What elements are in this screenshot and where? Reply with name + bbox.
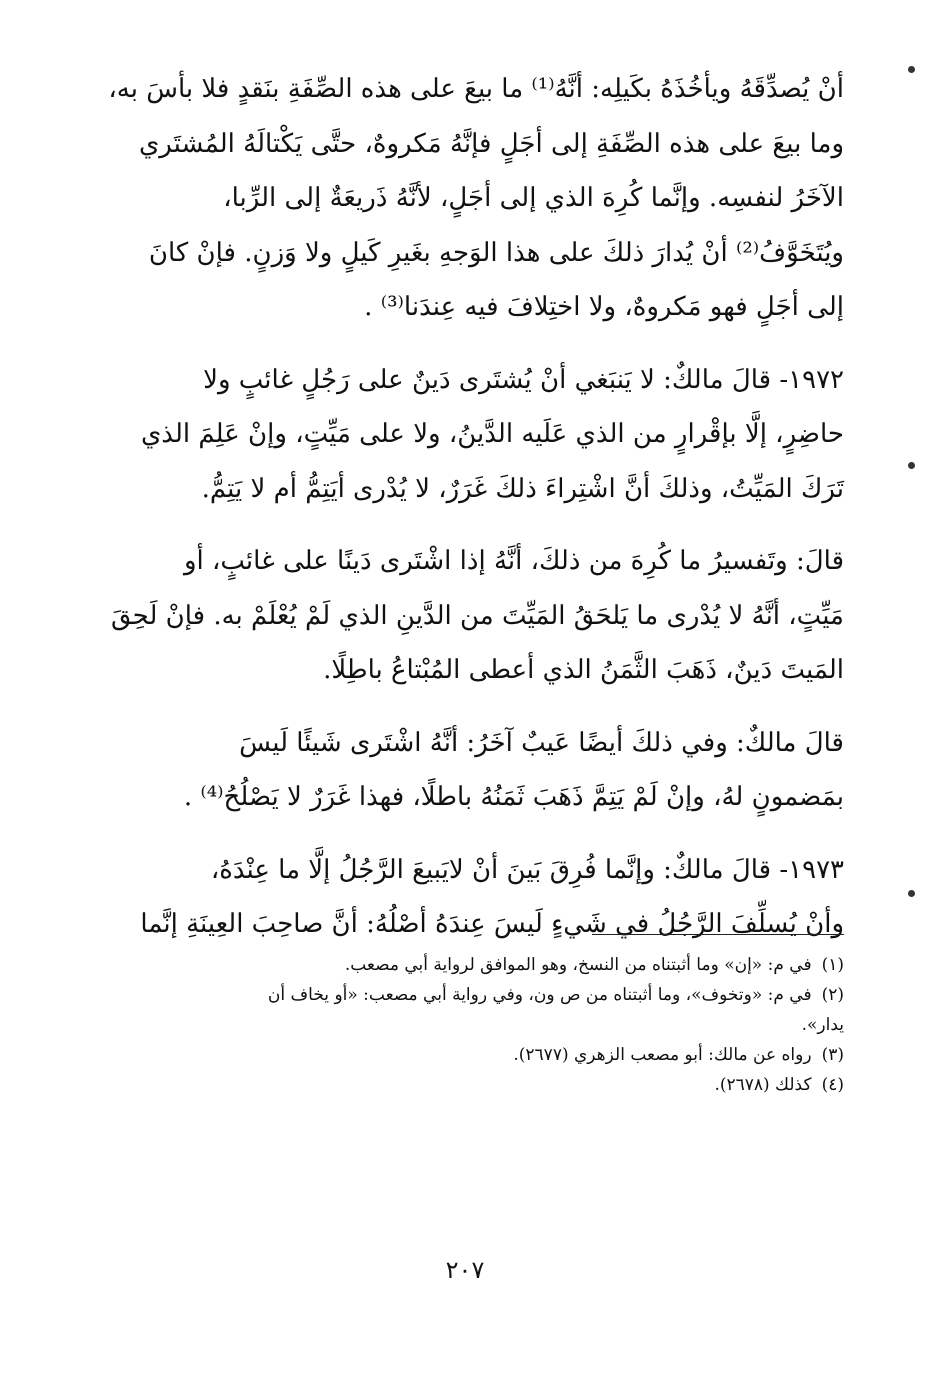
text-line: أنْ يُصدِّقَهُ ويأخُذَهُ بكَيلِه: أنَّهُ⁽¹⁾ ما بيعَ على هذه الصِّفَةِ بنَقدٍ فلا بأسَ به، — [108, 74, 844, 104]
text-line: تَرَكَ المَيِّتُ، وذلكَ أنَّ اشْتِراءَ ذلكَ غَرَرٌ، لا يُدْرى أيَتِمُّ أم لا يَتِمُّ. — [201, 473, 844, 504]
text-line: الآخَرُ لنفسِه. وإنَّما كُرِهَ الذي إلى أجَلٍ، لأنَّهُ ذَريعَةٌ إلى الرِّبا، — [223, 183, 844, 213]
margin-dot — [908, 66, 915, 73]
text-line: وما بيعَ على هذه الصِّفَةِ إلى أجَلٍ فإنَّهُ مَكروهٌ، حتَّى يَكْتالَهُ المُشتَري — [138, 128, 844, 159]
footnote-number: (٤) — [821, 1075, 844, 1095]
footnote-text: في م: «وتخوف»، وما أثبتناه من ص ون، وفي رواية أبي مصعب: «أو يخاف أن — [267, 985, 812, 1005]
footnote-text: رواه عن مالك: أبو مصعب الزهري (٢٦٧٧). — [513, 1045, 812, 1065]
text-line: المَيتَ دَينٌ، ذَهَبَ الثَّمَنُ الذي أعطى المُبْتاعُ باطِلًا. — [323, 655, 844, 685]
paragraph — [128, 843, 844, 952]
margin-dot — [908, 462, 915, 469]
text-line: قالَ مالكٌ: وفي ذلكَ أيضًا عَيبٌ آخَرُ: أنَّهُ اشْتَرى شَيئًا لَيسَ — [239, 727, 844, 758]
footnote-number: (٢) — [821, 985, 844, 1005]
paragraph — [108, 62, 844, 335]
text-line: ويُتَخَوَّفُ⁽²⁾ أنْ يُدارَ ذلكَ على هذا الوَجهِ بغَيرِ كَيلٍ ولا وَزنٍ. فإنْ كانَ — [148, 237, 844, 268]
footnotes — [128, 950, 844, 1100]
text-line: حاضِرٍ، إلَّا بإقْرارٍ من الذي عَلَيه الدَّينُ، ولا على مَيِّتٍ، وإنْ عَلِمَ الذي — [140, 419, 844, 449]
footnote-number: (٣) — [821, 1045, 844, 1065]
paragraph — [128, 353, 844, 517]
paragraph — [128, 716, 844, 825]
footnote-text: كذلك (٢٦٧٨). — [714, 1075, 812, 1095]
main-text — [108, 62, 844, 970]
text-line: إلى أجَلٍ فهو مَكروهٌ، ولا اختِلافَ فيه عِندَنا⁽³⁾ . — [364, 292, 844, 322]
footnote-divider — [592, 934, 844, 935]
text-line: ١٩٧٣- قالَ مالكٌ: وإنَّما فُرِقَ بَينَ أنْ لايَبيعَ الرَّجُلُ إلَّا ما عِنْدَهُ، — [210, 854, 844, 885]
footnote-text: في م: «إن» وما أثبتناه من النسخ، وهو الموافق لرواية أبي مصعب. — [344, 955, 812, 975]
page-number: ٢٠٧ — [445, 1256, 485, 1284]
text-line: بمَضمونٍ لهُ، وإنْ لَمْ يَتِمَّ ذَهَبَ ثَمَنُهُ باطلًا، فهذا غَرَرٌ لا يَصْلُحُ⁽⁴⁾ . — [183, 782, 844, 812]
text-line: ١٩٧٢- قالَ مالكٌ: لا يَنبَغي أنْ يُشتَرى دَينٌ على رَجُلٍ غائبٍ ولا — [203, 364, 844, 395]
text-line: وأنْ يُسلِّفَ الرَّجُلُ في شَيءٍ لَيسَ عِندَهُ أصْلُهُ: أنَّ صاحِبَ العِينَةِ إنَّما — [140, 909, 844, 939]
footnote-number: (١) — [821, 955, 844, 975]
footnote — [128, 950, 844, 980]
footnote — [128, 980, 844, 1040]
paragraph — [110, 534, 844, 698]
footnote-text: يدار». — [801, 1015, 844, 1035]
margin-dot — [908, 890, 915, 897]
text-line: قالَ: وتَفسيرُ ما كُرِهَ من ذلكَ، أنَّهُ إذا اشْتَرى دَينًا على غائبٍ، أو — [183, 546, 844, 576]
text-line: مَيِّتٍ، أنَّهُ لا يُدْرى ما يَلحَقُ المَيِّتَ من الدَّينِ الذي لَمْ يُعْلَمْ به. فإنْ لَحِقَ — [110, 600, 844, 631]
footnote — [128, 1040, 844, 1070]
footnote — [128, 1070, 844, 1100]
